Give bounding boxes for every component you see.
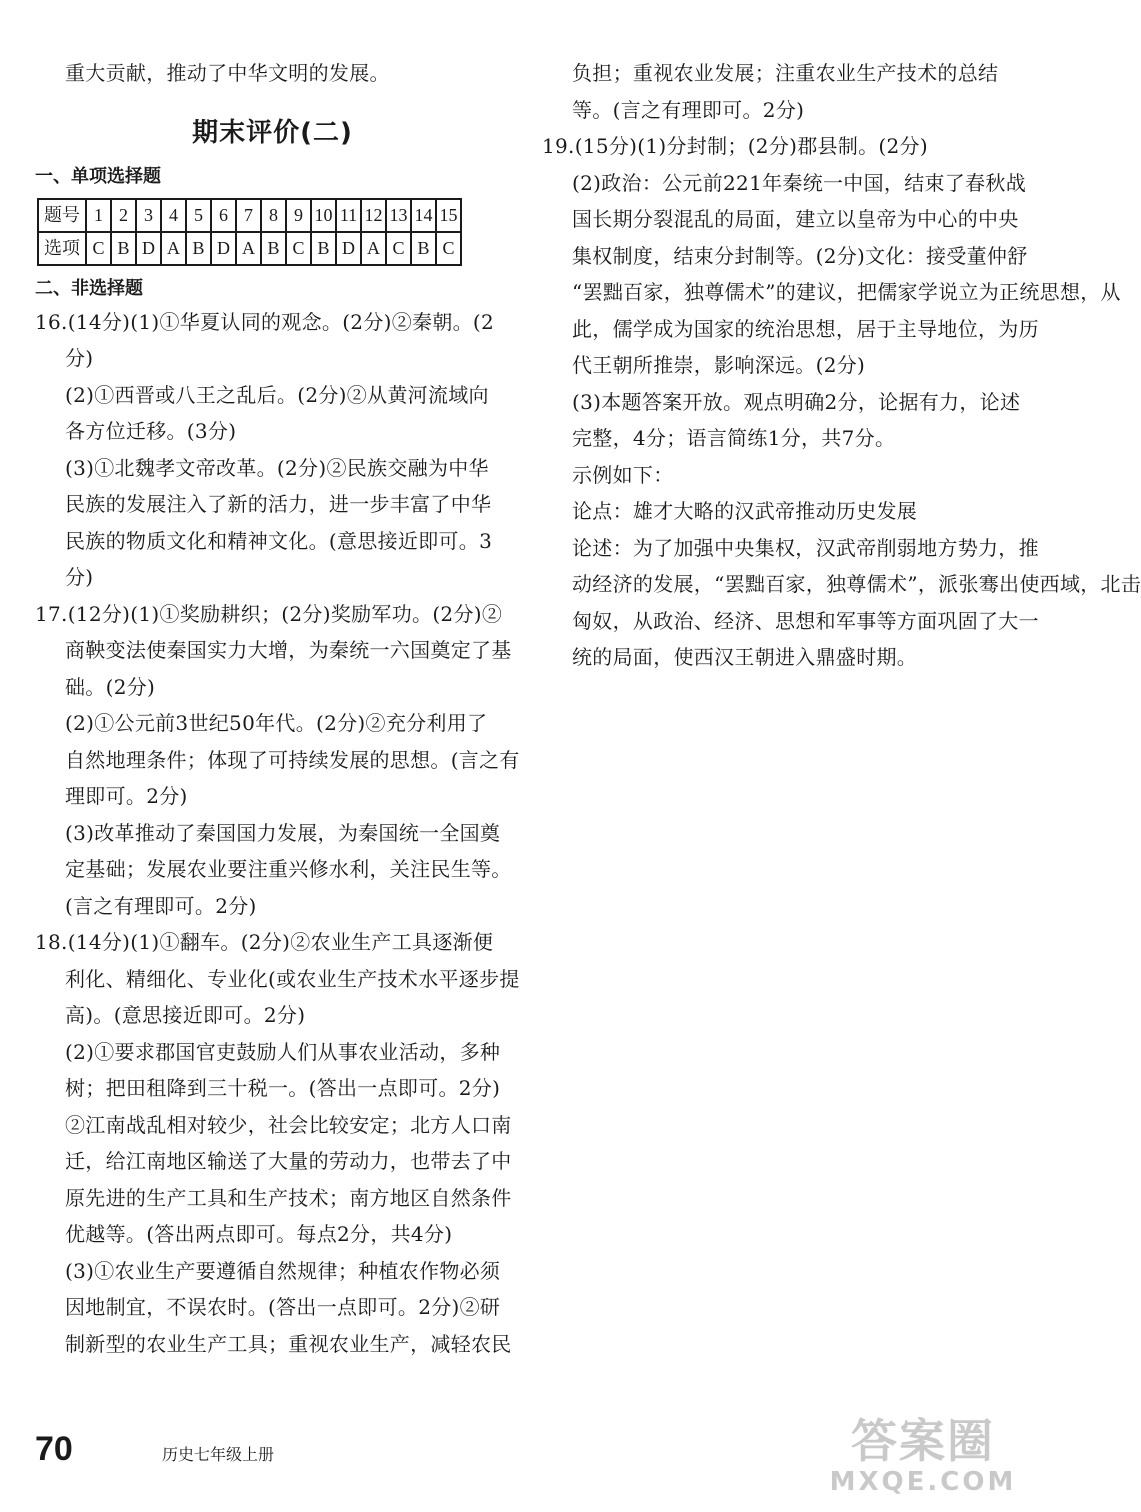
table-cell: D	[211, 232, 236, 265]
answer-line: (3)①北魏孝文帝改革。(2分)②民族交融为中华	[65, 455, 489, 480]
question-18	[35, 924, 520, 1362]
table-cell: 4	[161, 199, 186, 232]
answer-line: (2)①公元前3世纪50年代。(2分)②充分利用了	[65, 711, 488, 735]
answer-line: 定基础；发展农业要注重兴修水利，关注民生等。	[65, 857, 512, 881]
answer-line: 等。(言之有理即可。2分)	[572, 97, 805, 122]
answer-line: 制新型的农业生产工具；重视农业生产，减轻农民	[65, 1331, 512, 1356]
right-column	[542, 55, 1141, 676]
table-cell: 13	[386, 199, 411, 232]
page-title: 期末评价(二)	[192, 117, 353, 148]
table-cell: 6	[211, 199, 236, 232]
answer-table-answer-row	[38, 232, 461, 265]
answer-line: (2)①要求郡国官吏鼓励人们从事农业活动，多种	[65, 1039, 501, 1064]
question-19	[542, 128, 1141, 676]
table-row-header: 选项	[38, 232, 86, 265]
question-17	[35, 596, 520, 925]
answer-line: 16.(14分)(1)①华夏认同的观念。(2分)②秦朝。(2	[35, 309, 495, 334]
answer-line: 匈奴，从政治、经济、思想和军事等方面巩固了大一	[572, 608, 1039, 633]
table-cell: C	[436, 232, 461, 265]
table-cell: 8	[261, 199, 286, 232]
page-number: 70	[35, 1430, 73, 1468]
answer-line: 分)	[65, 346, 94, 370]
answer-line: 19.(15分)(1)分封制；(2分)郡县制。(2分)	[542, 134, 928, 158]
answer-line: 民族的物质文化和精神文化。(意思接近即可。3	[65, 528, 493, 553]
answer-line: 动经济的发展，“罢黜百家，独尊儒术”，派张骞出使西域，北击	[572, 572, 1141, 596]
table-cell: 7	[236, 199, 261, 232]
table-cell: 1	[86, 199, 111, 232]
table-cell: 9	[286, 199, 311, 232]
answer-line: (2)①西晋或八王之乱后。(2分)②从黄河流域向	[65, 382, 489, 407]
answer-line: (2)政治：公元前221年秦统一中国，结束了春秋战	[572, 170, 1027, 195]
table-cell: B	[111, 232, 136, 265]
answer-line: 因地制宜，不误农时。(答出一点即可。2分)②研	[65, 1295, 501, 1319]
answer-line: “罢黜百家，独尊儒术”的建议，把儒家学说立为正统思想，从	[572, 280, 1121, 304]
answer-line: 树；把田租降到三十税一。(答出一点即可。2分)	[65, 1076, 501, 1100]
table-cell: B	[411, 232, 436, 265]
answer-line: (3)①农业生产要遵循自然规律；种植农作物必须	[65, 1258, 501, 1283]
section2-heading: 二、非选择题	[35, 277, 143, 299]
table-cell: 15	[436, 199, 461, 232]
answer-line: (3)改革推动了秦国国力发展，为秦国统一全国奠	[65, 820, 501, 845]
watermark-main-text: 答案圈	[851, 1414, 995, 1468]
answer-line: 分)	[65, 565, 94, 589]
table-cell: 10	[311, 199, 336, 232]
answer-line: 示例如下：	[572, 462, 674, 487]
answer-line: 迁，给江南地区输送了大量的劳动力，也带去了中	[65, 1149, 512, 1173]
answer-line: 础。(2分)	[65, 674, 156, 699]
answer-line: 此，儒学成为国家的统治思想，居于主导地位，为历	[572, 316, 1039, 341]
answer-line: 国长期分裂混乱的局面，建立以皇帝为中心的中央	[572, 207, 1019, 231]
table-cell: A	[161, 232, 186, 265]
answer-line: (言之有理即可。2分)	[65, 893, 257, 918]
watermark-logo	[828, 1405, 1018, 1505]
table-cell: 14	[411, 199, 436, 232]
question-18-continued	[542, 55, 1012, 128]
answer-table-number-row	[38, 199, 461, 232]
table-cell: B	[186, 232, 211, 265]
left-column	[35, 55, 520, 1362]
table-cell: C	[286, 232, 311, 265]
table-cell: A	[361, 232, 386, 265]
answer-line: 自然地理条件；体现了可持续发展的思想。(言之有	[65, 747, 520, 772]
answer-line: 18.(14分)(1)①翻车。(2分)②农业生产工具逐渐便	[35, 930, 494, 954]
question-16	[35, 304, 510, 596]
answer-line: 集权制度，结束分封制等。(2分)文化：接受董仲舒	[572, 243, 1028, 268]
section1-heading: 一、单项选择题	[35, 165, 161, 187]
answer-line: 论点：雄才大略的汉武帝推动历史发展	[572, 499, 918, 523]
answer-line: 代王朝所推崇，影响深远。(2分)	[572, 353, 866, 377]
answer-line: 利化、精细化、专业化(或农业生产技术水平逐步提	[65, 966, 520, 991]
answer-line: 负担；重视农业发展；注重农业生产技术的总结	[572, 61, 999, 85]
table-cell: 3	[136, 199, 161, 232]
top-continuation: 重大贡献，推动了中华文明的发展。	[65, 61, 390, 85]
table-cell: B	[311, 232, 336, 265]
table-cell: 11	[336, 199, 361, 232]
table-cell: 12	[361, 199, 386, 232]
table-cell: D	[136, 232, 161, 265]
answer-line: 理即可。2分)	[65, 784, 188, 808]
answer-line: 高)。(意思接近即可。2分)	[65, 1003, 306, 1027]
table-cell: A	[236, 232, 261, 265]
answer-line: 原先进的生产工具和生产技术；南方地区自然条件	[65, 1185, 512, 1210]
answer-line: 优越等。(答出两点即可。每点2分，共4分)	[65, 1222, 453, 1246]
book-title: 历史七年级上册	[162, 1445, 275, 1464]
answer-line: 完整，4分；语言简练1分，共7分。	[572, 426, 896, 450]
table-row-header: 题号	[38, 199, 86, 232]
table-cell: 5	[186, 199, 211, 232]
table-cell: B	[261, 232, 286, 265]
answer-line: 商鞅变法使秦国实力大增，为秦统一六国奠定了基	[65, 638, 512, 662]
answer-line: 论述：为了加强中央集权，汉武帝削弱地方势力，推	[572, 535, 1039, 560]
answer-table	[37, 198, 462, 266]
answer-line: 17.(12分)(1)①奖励耕织；(2分)奖励军功。(2分)②	[35, 601, 503, 626]
answer-line: 各方位迁移。(3分)	[65, 419, 237, 443]
table-cell: 2	[111, 199, 136, 232]
answer-line: ②江南战乱相对较少，社会比较安定；北方人口南	[65, 1112, 512, 1137]
table-cell: C	[86, 232, 111, 265]
answer-line: (3)本题答案开放。观点明确2分，论据有力，论述	[572, 389, 1021, 414]
answer-line: 统的局面，使西汉王朝进入鼎盛时期。	[572, 645, 918, 669]
watermark-site-text: MXQE.COM	[829, 1467, 1017, 1497]
table-cell: C	[386, 232, 411, 265]
table-cell: D	[336, 232, 361, 265]
answer-line: 民族的发展注入了新的活力，进一步丰富了中华	[65, 492, 492, 516]
